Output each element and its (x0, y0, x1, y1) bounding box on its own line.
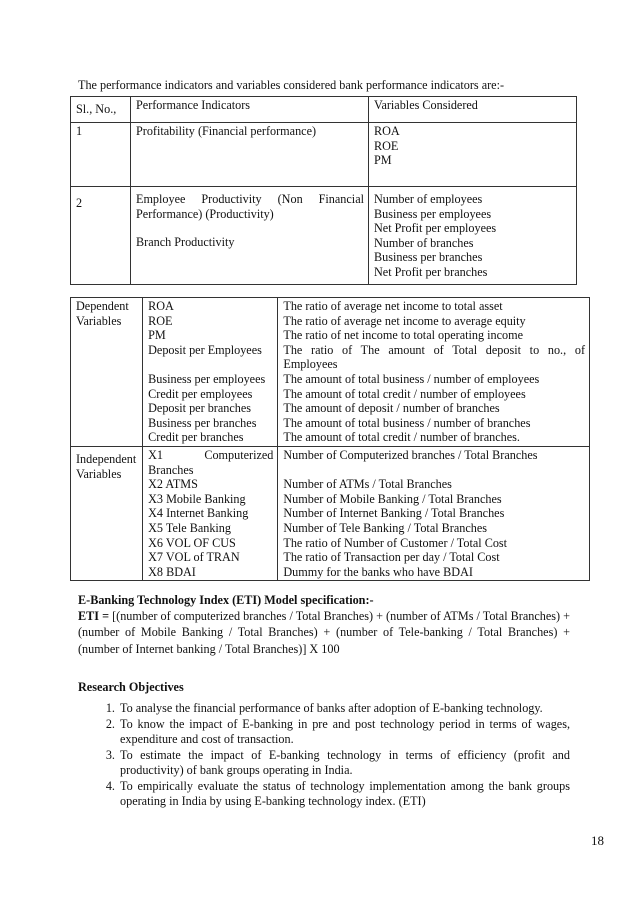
row-number: 1 (71, 123, 131, 187)
eti-section (78, 593, 570, 657)
variable-item: Business per employees (374, 206, 492, 221)
x1-word: Computerized (204, 447, 274, 462)
variables-cell (369, 123, 577, 187)
row-number: 2 (71, 187, 131, 285)
variable-definition: The ratio of Number of Customer / Total Cost (283, 535, 508, 550)
dependent-variables-row (71, 298, 590, 447)
page-number: 18 (591, 833, 604, 848)
list-item: 1. To analyse the financial performance of banks after adoption of E-banking technology. (118, 701, 570, 716)
variable-definition: Employees (283, 357, 338, 372)
objectives-list (78, 701, 570, 809)
variable-name: X7 VOL of TRAN (148, 550, 240, 565)
variables-cell (369, 187, 577, 285)
variable-item: Net Profit per employees (374, 221, 497, 236)
variable-item: ROA (374, 124, 400, 138)
eti-label: ETI = (78, 608, 110, 623)
variable-definition: Dummy for the banks who have BDAI (283, 564, 473, 579)
table-row (71, 187, 577, 285)
independent-defs-cell (278, 446, 590, 580)
variable-name: ROE (148, 313, 173, 328)
eti-formula-text: [(number of computerized branches / Total Branches) + (number of ATMs / Total Branches) + (number of Mobile Banking / Total Branches) + (number of Tele-banking / Total Branches) + (number of Internet banking / Total Branches)] X 100 (78, 608, 571, 656)
variable-name: X4 Internet Banking (148, 506, 249, 521)
variable-definition: Number of Computerized branches / Total Branches (283, 447, 538, 462)
variable-name: Deposit per Employees (148, 342, 262, 357)
header-variables-considered: Variables Considered (369, 97, 577, 123)
variable-name-x1 (148, 448, 273, 463)
indicator-text-2: Branch Productivity (136, 235, 235, 250)
eti-heading: E-Banking Technology Index (ETI) Model specification:- (78, 593, 374, 607)
independent-label: Independent Variables (71, 446, 143, 580)
variable-name: Business per branches (148, 415, 257, 430)
objectives-heading: Research Objectives (78, 680, 184, 694)
variable-name: PM (148, 328, 166, 343)
variable-item: Net Profit per branches (374, 264, 488, 279)
variable-definition: Number of Tele Banking / Total Branches (283, 520, 488, 535)
variable-item: Number of branches (374, 235, 474, 250)
variable-name: Credit per employees (148, 386, 253, 401)
header-sl-no: Sl., No., (71, 97, 131, 123)
variable-definition: Number of ATMs / Total Branches (283, 477, 452, 492)
variable-name: X6 VOL OF CUS (148, 535, 236, 550)
list-item: 2. To know the impact of E-banking in pre and post technology period in terms of wages, expenditure and cost of transaction. (118, 717, 570, 747)
variable-definition: The ratio of average net income to average equity (283, 313, 526, 328)
variable-name: ROA (148, 299, 174, 313)
eti-formula (78, 608, 570, 658)
header-performance-indicators: Performance Indicators (131, 97, 369, 123)
variable-definition: Number of Mobile Banking / Total Branches (283, 491, 502, 506)
indicator-cell: Profitability (Financial performance) (131, 123, 369, 187)
variable-item: Number of employees (374, 192, 483, 206)
variable-definition: Number of Internet Banking / Total Branches (283, 506, 505, 521)
variables-definition-table (70, 297, 590, 581)
list-item: 4. To empirically evaluate the status of technology implementation among the bank groups operating in India by using E-banking technology index. (ETI) (118, 779, 570, 809)
independent-vars-cell (143, 446, 278, 580)
variable-name: X5 Tele Banking (148, 520, 231, 535)
intro-text: The performance indicators and variables considered bank performance indicators are:- (78, 78, 505, 92)
variable-name: X2 ATMS (148, 477, 198, 492)
performance-indicators-table (70, 96, 577, 285)
table-row (71, 123, 577, 187)
indicator-cell (131, 187, 369, 285)
x1-code: X1 (148, 447, 164, 462)
table-header-row (71, 97, 577, 123)
variable-name: X8 BDAI (148, 564, 196, 579)
spacer (136, 221, 364, 235)
list-item: 3. To estimate the impact of E-banking technology in terms of efficiency (profit and productivity) of bank groups operating in India. (118, 748, 570, 778)
variable-definition: The ratio of average net income to total asset (283, 299, 503, 313)
variable-name (148, 357, 273, 372)
variable-item: ROE (374, 138, 399, 153)
independent-variables-row (71, 446, 590, 580)
variable-definition: The amount of total credit / number of employees (283, 386, 526, 401)
variable-name: Credit per branches (148, 430, 244, 445)
variable-definition: The amount of total credit / number of branches. (283, 430, 520, 445)
dependent-vars-cell (143, 298, 278, 447)
dependent-defs-cell (278, 298, 590, 447)
variable-definition: The amount of total business / number of employees (283, 371, 540, 386)
indicator-text: Employee Productivity (Non Financial Performance) (Productivity) (136, 192, 364, 221)
variable-definition: The ratio of Transaction per day / Total Cost (283, 550, 500, 565)
variable-definition (283, 463, 585, 478)
variable-name: Business per employees (148, 371, 266, 386)
variable-name: Deposit per branches (148, 401, 252, 416)
variable-name: X3 Mobile Banking (148, 491, 246, 506)
variable-item: PM (374, 153, 392, 168)
research-objectives-section (78, 680, 570, 810)
variable-definition: The amount of total business / number of branches (283, 415, 531, 430)
variable-name: Branches (148, 462, 194, 477)
variable-definition: The ratio of net income to total operating income (283, 328, 523, 343)
variable-definition: The ratio of The amount of Total deposit to no., of (283, 342, 585, 357)
dependent-label: Dependent Variables (71, 298, 143, 447)
variable-item: Business per branches (374, 250, 483, 265)
variable-definition: The amount of deposit / number of branches (283, 401, 500, 416)
